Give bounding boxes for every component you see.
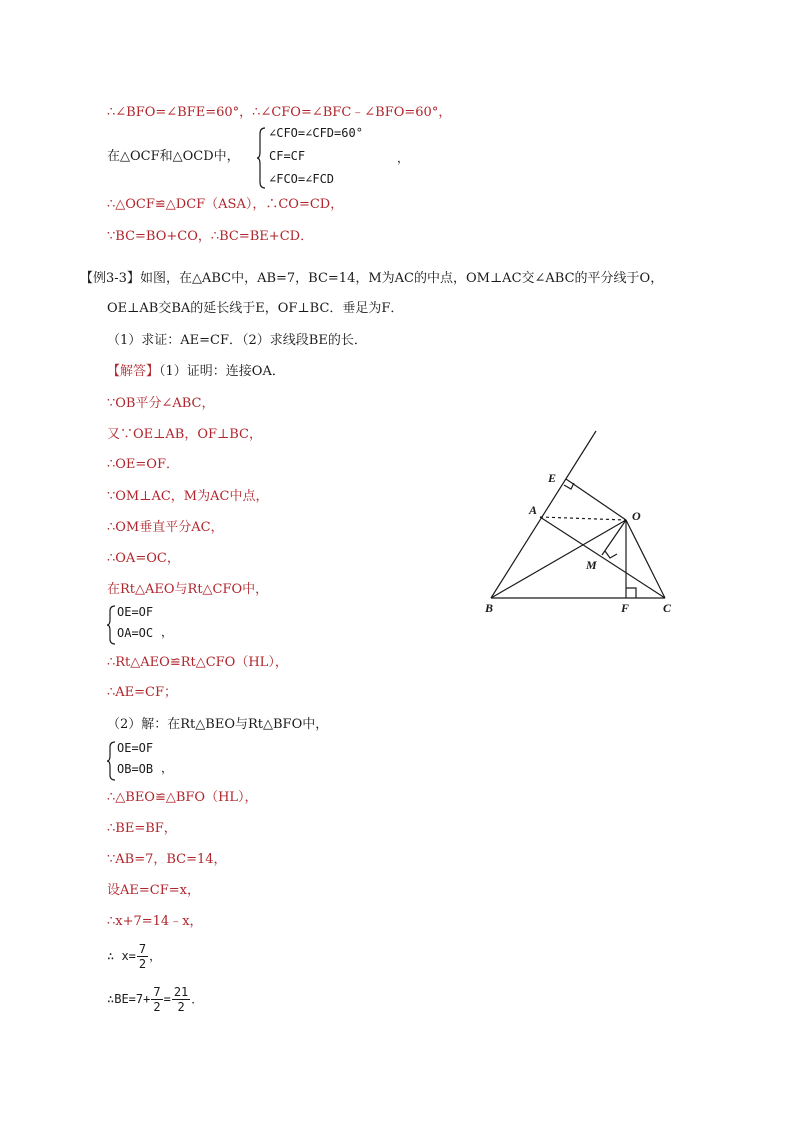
proof-line-2-prefix: 在△OCF和△OCD中， bbox=[107, 149, 240, 164]
step-5: ∴OM垂直平分AC， bbox=[107, 520, 224, 535]
step-2: 又∵OE⊥AB，OF⊥BC， bbox=[107, 427, 262, 442]
system3-comma: ， bbox=[161, 761, 174, 775]
line-ba-extended bbox=[491, 431, 596, 598]
fraction-7-2: $\frac{7}{2}$ bbox=[138, 942, 147, 971]
label-m: M bbox=[586, 558, 597, 572]
proof-line-4: ∵BC=BO+CO，∴BC=BE+CD． bbox=[107, 229, 314, 244]
segment-ao-dashed bbox=[540, 517, 626, 520]
step-7: 在Rt△AEO与Rt△CFO中， bbox=[107, 582, 269, 597]
step-6: ∴OA=OC， bbox=[107, 551, 180, 566]
step-3: ∴OE=OF． bbox=[107, 457, 179, 472]
after3-line-3: ∵AB=7，BC=14， bbox=[107, 852, 227, 867]
label-o: O bbox=[632, 509, 641, 523]
segment-oc bbox=[626, 520, 665, 598]
result-be-suffix: ． bbox=[191, 992, 204, 1006]
after2-line-1: ∴Rt△AEO≌Rt△CFO（HL）， bbox=[107, 655, 288, 670]
right-angle-m bbox=[605, 551, 617, 558]
solution-tag: 【解答】 bbox=[107, 364, 160, 379]
step-4: ∵OM⊥AC，M为AC中点， bbox=[107, 489, 269, 504]
segment-ac bbox=[540, 517, 665, 598]
result-x-suffix: ， bbox=[149, 949, 162, 963]
system2-row-1: OE=OF bbox=[117, 605, 154, 619]
system1-row-2: CF=CF bbox=[269, 149, 306, 163]
result-be-eq: = bbox=[163, 992, 171, 1006]
label-f: F bbox=[621, 601, 630, 615]
after3-line-5: ∴x+7=14﹣x， bbox=[107, 914, 203, 929]
system1-comma: ， bbox=[397, 151, 410, 165]
step-1: ∵OB平分∠ABC， bbox=[107, 396, 215, 411]
problem-text-1: 如图，在△ABC中，AB=7，BC=14，M为AC的中点，OM⊥AC交∠ABC的平分线于O， bbox=[139, 271, 664, 286]
segment-om bbox=[602, 520, 626, 555]
after3-line-4: 设AE=CF=x， bbox=[107, 883, 200, 898]
part2-intro: （2）解：在Rt△BEO与Rt△BFO中， bbox=[107, 717, 329, 732]
result-x-prefix: ∴ x= bbox=[107, 949, 136, 963]
system3-row-2: OB=OB bbox=[117, 762, 154, 776]
proof-line-3: ∴△OCF≌△DCF（ASA），∴CO=CD， bbox=[107, 197, 344, 212]
right-angle-f bbox=[626, 588, 636, 598]
label-b: B bbox=[485, 601, 494, 615]
segment-oe bbox=[566, 479, 626, 520]
proof-line-1: ∴∠BFO=∠BFE=60°，∴∠CFO=∠BFC﹣∠BFO=60°， bbox=[107, 105, 452, 120]
fraction-7-2-b: $\frac{7}{2}$ bbox=[153, 985, 161, 1014]
system2-row-2: OA=OC bbox=[117, 626, 154, 640]
after3-line-2: ∴BE=BF， bbox=[107, 821, 177, 836]
system2-comma: ， bbox=[161, 625, 174, 639]
system3-row-1: OE=OF bbox=[117, 741, 154, 755]
example-problem-line-2: OE⊥AB交BA的延长线于E，OF⊥BC．垂足为F． bbox=[107, 301, 404, 316]
fraction-21-2: $\frac{21}{2}$ bbox=[173, 985, 189, 1014]
result-be-prefix: ∴BE=7+ bbox=[107, 992, 151, 1006]
after3-line-1: ∴△BEO≌△BFO（HL）， bbox=[107, 790, 258, 805]
example-questions: （1）求证：AE=CF．（2）求线段BE的长． bbox=[107, 333, 367, 348]
label-a: A bbox=[529, 503, 538, 517]
after2-line-2: ∴AE=CF； bbox=[107, 685, 178, 700]
system1-row-3: ∠FCO=∠FCD bbox=[269, 172, 335, 186]
system1-row-1: ∠CFO=∠CFD=60° bbox=[269, 126, 363, 140]
example-tag: 【例3-3】 bbox=[80, 271, 140, 286]
part1-intro: （1）证明：连接OA． bbox=[159, 364, 285, 379]
label-c: C bbox=[663, 601, 672, 615]
label-e: E bbox=[548, 471, 557, 485]
